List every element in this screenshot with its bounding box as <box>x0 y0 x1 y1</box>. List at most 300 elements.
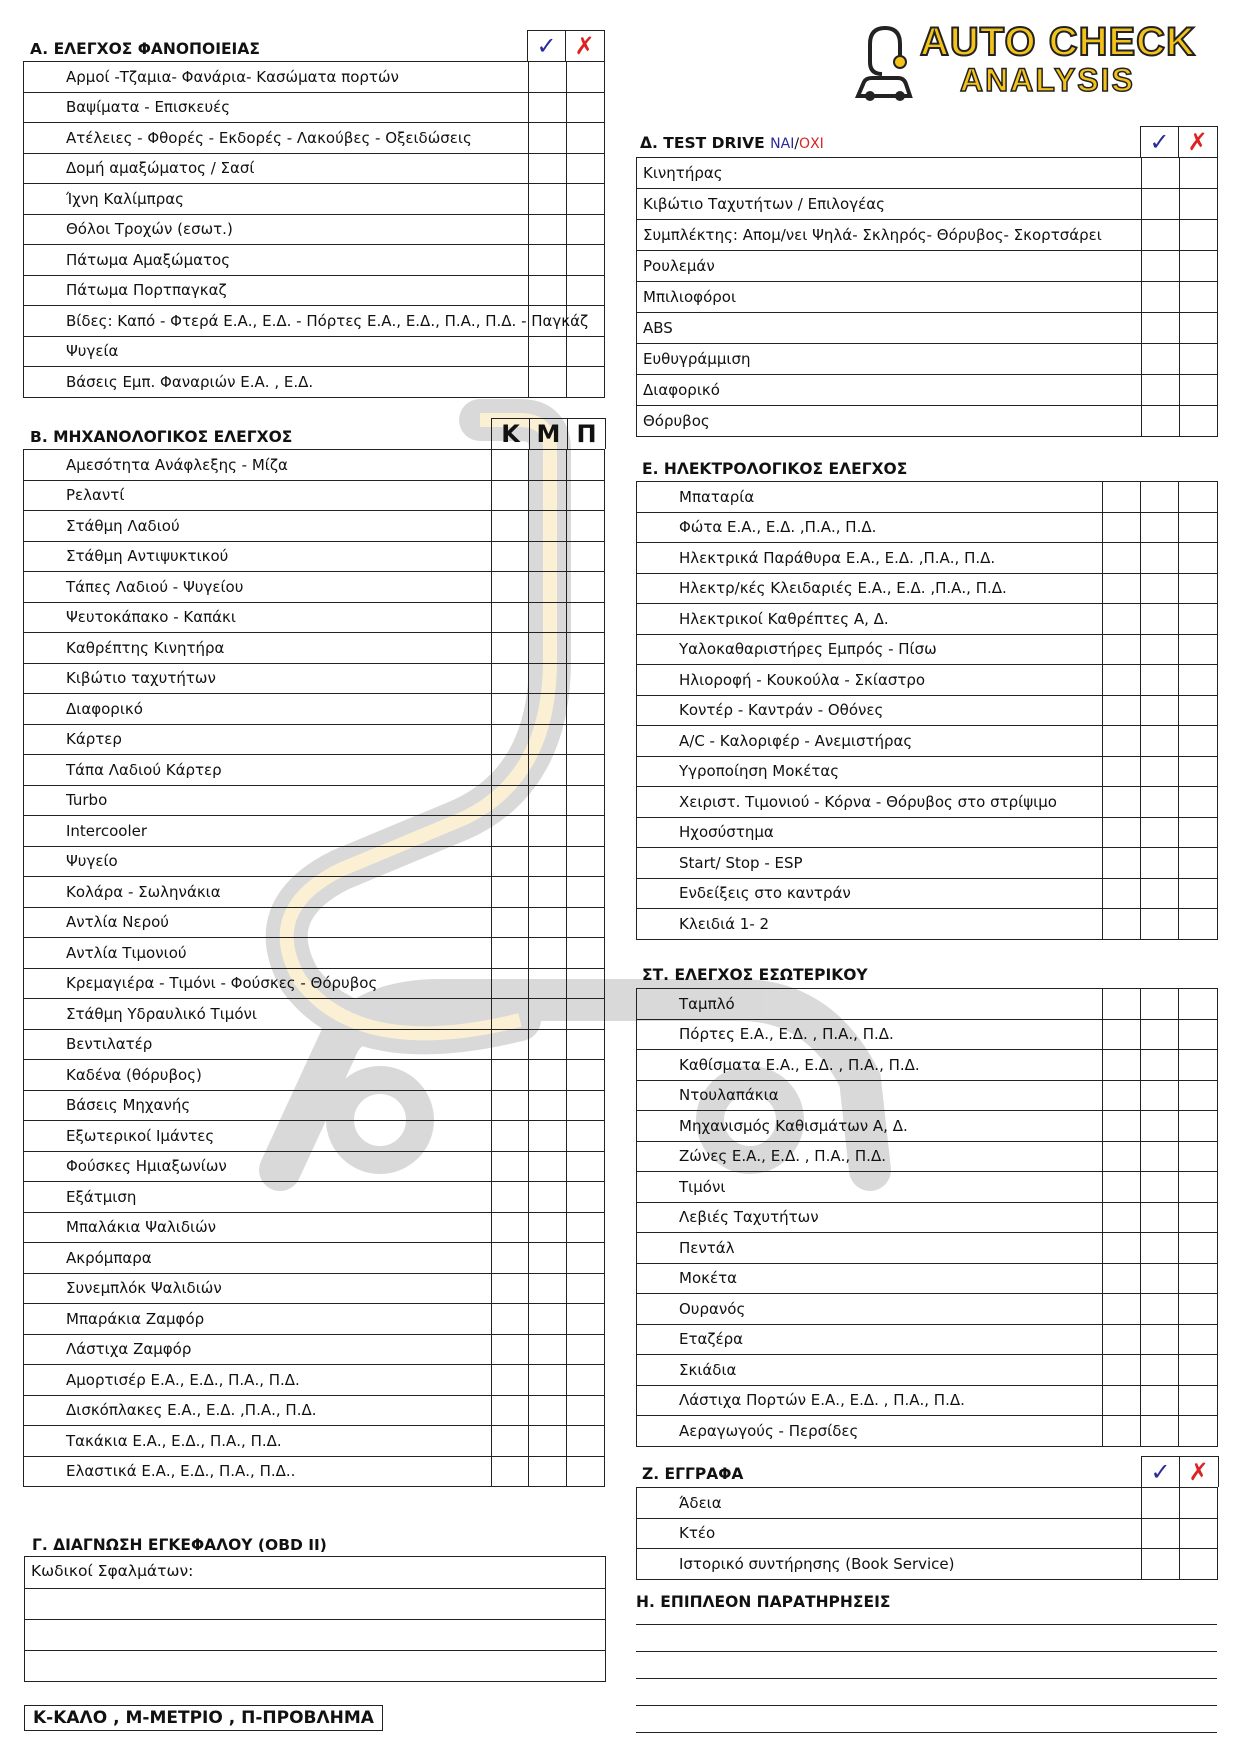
check-box[interactable] <box>529 755 567 786</box>
check-box[interactable] <box>1179 1172 1218 1203</box>
slash-label: / <box>794 136 800 152</box>
checklist-item-label: Ηχοσύστημα <box>637 817 1103 848</box>
check-box[interactable] <box>1180 251 1218 282</box>
check-box[interactable] <box>492 785 529 816</box>
checklist-item-label: Ακρόμπαρα <box>24 1243 492 1274</box>
checklist-row <box>24 1395 605 1426</box>
check-box[interactable] <box>1141 1141 1179 1172</box>
check-box[interactable] <box>567 480 605 511</box>
check-box[interactable] <box>1179 1050 1218 1081</box>
check-box[interactable] <box>1103 634 1141 665</box>
checklist-item-label: Βίδες: Καπό - Φτερά Ε.Α., Ε.Δ. - Πόρτες Ε.Α., Ε.Δ., Π.Α., Π.Δ. - Παγκάζ <box>24 306 529 337</box>
check-box[interactable] <box>492 1365 529 1396</box>
check-box[interactable] <box>529 1395 567 1426</box>
check-box[interactable] <box>1141 756 1179 787</box>
check-box[interactable] <box>529 62 567 93</box>
checklist-row <box>637 1233 1218 1264</box>
check-box[interactable] <box>492 694 529 725</box>
check-box[interactable] <box>529 724 567 755</box>
check-box[interactable] <box>529 1334 567 1365</box>
check-box[interactable] <box>492 907 529 938</box>
check-box[interactable] <box>1141 604 1179 635</box>
check-box[interactable] <box>492 1304 529 1335</box>
check-box[interactable] <box>1179 1324 1218 1355</box>
check-box[interactable] <box>529 480 567 511</box>
check-box[interactable] <box>529 938 567 969</box>
check-box[interactable] <box>529 450 567 481</box>
check-box[interactable] <box>567 184 605 215</box>
check-box[interactable] <box>1142 220 1180 251</box>
check-box[interactable] <box>1103 787 1141 818</box>
checklist-item-label: Βαψίματα - Επισκευές <box>24 92 529 123</box>
check-box[interactable] <box>1103 482 1141 513</box>
check-box[interactable] <box>1179 1416 1218 1447</box>
check-box[interactable] <box>492 755 529 786</box>
check-box[interactable] <box>1141 1355 1179 1386</box>
check-box[interactable] <box>1142 344 1180 375</box>
check-box[interactable] <box>1179 1263 1218 1294</box>
check-box[interactable] <box>1141 1263 1179 1294</box>
check-box[interactable] <box>1179 848 1218 879</box>
check-box[interactable] <box>1103 695 1141 726</box>
check-box[interactable] <box>567 907 605 938</box>
check-box[interactable] <box>1141 512 1179 543</box>
check-box[interactable] <box>1103 817 1141 848</box>
check-box[interactable] <box>1180 1518 1218 1549</box>
check-box[interactable] <box>492 1060 529 1091</box>
check-box[interactable] <box>529 92 567 123</box>
check-box[interactable] <box>529 1243 567 1274</box>
check-box[interactable] <box>1142 406 1180 437</box>
checklist-item-label: Αντλία Νερού <box>24 907 492 938</box>
checklist-item-label: Σκιάδια <box>637 1355 1103 1386</box>
obd-line-1[interactable] <box>25 1588 605 1589</box>
check-box[interactable] <box>1180 375 1218 406</box>
check-box[interactable] <box>492 724 529 755</box>
check-box[interactable] <box>529 816 567 847</box>
check-box[interactable] <box>1180 189 1218 220</box>
check-box[interactable] <box>1103 665 1141 696</box>
check-box[interactable] <box>529 1090 567 1121</box>
check-box[interactable] <box>567 511 605 542</box>
checklist-row <box>24 816 605 847</box>
check-box[interactable] <box>529 907 567 938</box>
check-box[interactable] <box>567 694 605 725</box>
check-box[interactable] <box>1180 158 1218 189</box>
check-box[interactable] <box>1103 1416 1141 1447</box>
check-box[interactable] <box>492 1182 529 1213</box>
check-box[interactable] <box>492 1243 529 1274</box>
check-box[interactable] <box>492 1090 529 1121</box>
checklist-item-label: Συνεμπλόκ Ψαλιδιών <box>24 1273 492 1304</box>
check-box[interactable] <box>1179 695 1218 726</box>
check-box[interactable] <box>492 999 529 1030</box>
check-box[interactable] <box>1179 1233 1218 1264</box>
checklist-row <box>637 344 1218 375</box>
check-box[interactable] <box>1141 1019 1179 1050</box>
check-box[interactable] <box>1103 512 1141 543</box>
check-box[interactable] <box>1103 1080 1141 1111</box>
check-box[interactable] <box>567 1456 605 1487</box>
check-box[interactable] <box>1103 543 1141 574</box>
check-box[interactable] <box>529 785 567 816</box>
check-box[interactable] <box>529 694 567 725</box>
check-box[interactable] <box>529 1060 567 1091</box>
check-box[interactable] <box>1103 1019 1141 1050</box>
checklist-row <box>24 663 605 694</box>
check-box[interactable] <box>567 336 605 367</box>
notes-line-4[interactable] <box>636 1705 1217 1706</box>
checklist-item-label: Διαφορικό <box>637 375 1142 406</box>
check-box[interactable] <box>529 153 567 184</box>
checklist-row <box>24 938 605 969</box>
check-box[interactable] <box>1141 878 1179 909</box>
checklist-row <box>24 306 605 337</box>
checklist-item-label: Ρουλεμάν <box>637 251 1142 282</box>
check-box[interactable] <box>567 1090 605 1121</box>
check-box[interactable] <box>1141 482 1179 513</box>
checklist-item-label: Ιστορικό συντήρησης (Book Service) <box>637 1549 1142 1580</box>
checklist-row <box>637 1172 1218 1203</box>
check-box[interactable] <box>529 336 567 367</box>
checklist-item-label: Αρμοί -Τζαμια- Φανάρια- Κασώματα πορτών <box>24 62 529 93</box>
obd-line-3[interactable] <box>25 1650 605 1651</box>
check-box[interactable] <box>529 541 567 572</box>
check-box[interactable] <box>567 1304 605 1335</box>
check-box[interactable] <box>1180 220 1218 251</box>
check-box[interactable] <box>1179 543 1218 574</box>
check-box[interactable] <box>492 572 529 603</box>
check-box[interactable] <box>1103 1385 1141 1416</box>
check-box[interactable] <box>567 1212 605 1243</box>
check-box[interactable] <box>1141 1111 1179 1142</box>
check-box[interactable] <box>492 1029 529 1060</box>
check-box[interactable] <box>1103 1294 1141 1325</box>
check-box[interactable] <box>1141 1416 1179 1447</box>
check-box[interactable] <box>1179 1141 1218 1172</box>
check-box[interactable] <box>1141 1050 1179 1081</box>
check-box[interactable] <box>1179 1111 1218 1142</box>
check-box[interactable] <box>492 938 529 969</box>
check-box[interactable] <box>1141 543 1179 574</box>
check-box[interactable] <box>1103 1141 1141 1172</box>
check-box[interactable] <box>1103 726 1141 757</box>
check-box[interactable] <box>492 1212 529 1243</box>
check-box[interactable] <box>1103 573 1141 604</box>
check-box[interactable] <box>1179 1019 1218 1050</box>
check-box[interactable] <box>1103 1263 1141 1294</box>
check-box[interactable] <box>1142 282 1180 313</box>
check-box[interactable] <box>492 877 529 908</box>
check-box[interactable] <box>567 153 605 184</box>
check-box[interactable] <box>1103 909 1141 940</box>
check-box[interactable] <box>529 123 567 154</box>
check-box[interactable] <box>1103 1050 1141 1081</box>
check-box[interactable] <box>1141 1202 1179 1233</box>
check-box[interactable] <box>567 785 605 816</box>
check-box[interactable] <box>1179 817 1218 848</box>
checklist-row <box>24 755 605 786</box>
check-box[interactable] <box>1141 695 1179 726</box>
check-box[interactable] <box>1179 1202 1218 1233</box>
check-box[interactable] <box>1141 726 1179 757</box>
check-box[interactable] <box>567 755 605 786</box>
check-box[interactable] <box>529 245 567 276</box>
check-box[interactable] <box>1103 878 1141 909</box>
checklist-item-label: Κλειδιά 1- 2 <box>637 909 1103 940</box>
section-a-title: A. ΕΛΕΓΧΟΣ ΦΑΝΟΠΟΙΕΙΑΣ <box>30 40 260 58</box>
check-box[interactable] <box>529 1212 567 1243</box>
check-box[interactable] <box>567 633 605 664</box>
check-box[interactable] <box>1141 1385 1179 1416</box>
checklist-row <box>637 726 1218 757</box>
check-box[interactable] <box>1179 512 1218 543</box>
checklist-item-label: Ίχνη Καλίμπρας <box>24 184 529 215</box>
checklist-row <box>24 153 605 184</box>
check-box[interactable] <box>492 1334 529 1365</box>
checklist-item-label: Βάσεις Μηχανής <box>24 1090 492 1121</box>
check-box[interactable] <box>529 1029 567 1060</box>
check-box[interactable] <box>529 511 567 542</box>
check-box[interactable] <box>1179 634 1218 665</box>
check-box[interactable] <box>567 1395 605 1426</box>
check-box[interactable] <box>1103 1233 1141 1264</box>
check-box[interactable] <box>1103 1355 1141 1386</box>
check-box[interactable] <box>492 1273 529 1304</box>
check-box[interactable] <box>492 541 529 572</box>
checklist-row <box>24 1456 605 1487</box>
check-box[interactable] <box>1103 604 1141 635</box>
check-box[interactable] <box>1142 1549 1180 1580</box>
check-box[interactable] <box>492 480 529 511</box>
check-box[interactable] <box>567 1151 605 1182</box>
checklist-row <box>24 336 605 367</box>
check-box[interactable] <box>1179 787 1218 818</box>
checklist-item-label: Δισκόπλακες Ε.Α., Ε.Δ. ,Π.Α., Π.Δ. <box>24 1395 492 1426</box>
check-box[interactable] <box>529 663 567 694</box>
check-box[interactable] <box>567 1334 605 1365</box>
check-box[interactable] <box>529 846 567 877</box>
check-box[interactable] <box>567 92 605 123</box>
check-box[interactable] <box>567 1029 605 1060</box>
check-box[interactable] <box>1180 1549 1218 1580</box>
check-box[interactable] <box>1179 1294 1218 1325</box>
section-b-table <box>23 449 605 1487</box>
check-box[interactable] <box>567 816 605 847</box>
check-box[interactable] <box>567 275 605 306</box>
section-h-title: Η. ΕΠΙΠΛΕΟΝ ΠΑΡΑΤΗΡΗΣΕΙΣ <box>636 1593 891 1611</box>
check-box[interactable] <box>492 1151 529 1182</box>
checklist-row <box>24 245 605 276</box>
check-mark-icon: ✓ <box>1149 128 1170 156</box>
checklist-item-label: Μοκέτα <box>637 1263 1103 1294</box>
check-box[interactable] <box>1180 282 1218 313</box>
check-box[interactable] <box>529 968 567 999</box>
notes-line-2[interactable] <box>636 1651 1217 1652</box>
check-box[interactable] <box>1141 1294 1179 1325</box>
check-box[interactable] <box>1141 573 1179 604</box>
check-box[interactable] <box>1142 1488 1180 1519</box>
notes-line-5[interactable] <box>636 1732 1217 1733</box>
check-box[interactable] <box>492 846 529 877</box>
check-box[interactable] <box>529 1151 567 1182</box>
col-m-header: Μ <box>529 419 567 449</box>
check-box[interactable] <box>1103 1172 1141 1203</box>
check-box[interactable] <box>567 999 605 1030</box>
checklist-item-label: Ηλεκτρικά Παράθυρα Ε.Α., Ε.Δ. ,Π.Α., Π.Δ. <box>637 543 1103 574</box>
check-box[interactable] <box>529 367 567 398</box>
check-box[interactable] <box>492 816 529 847</box>
check-box[interactable] <box>1142 375 1180 406</box>
check-box[interactable] <box>1142 313 1180 344</box>
check-box[interactable] <box>1179 1080 1218 1111</box>
check-box[interactable] <box>529 633 567 664</box>
check-box[interactable] <box>567 541 605 572</box>
check-box[interactable] <box>1103 1202 1141 1233</box>
check-box[interactable] <box>567 877 605 908</box>
check-box[interactable] <box>492 450 529 481</box>
check-box[interactable] <box>567 968 605 999</box>
checklist-row <box>637 989 1218 1020</box>
check-box[interactable] <box>1179 909 1218 940</box>
legend-m: Μ-ΜΕΤΡΙΟ <box>125 1708 223 1728</box>
check-box[interactable] <box>1179 1385 1218 1416</box>
checklist-item-label: Ενδείξεις στο καντράν <box>637 878 1103 909</box>
check-box[interactable] <box>1141 848 1179 879</box>
check-box[interactable] <box>1179 878 1218 909</box>
check-box[interactable] <box>1141 817 1179 848</box>
checklist-row <box>24 572 605 603</box>
check-box[interactable] <box>529 1304 567 1335</box>
check-box[interactable] <box>1180 1488 1218 1519</box>
check-box[interactable] <box>1103 989 1141 1020</box>
checklist-item-label: Κιβώτιο Ταχυτήτων / Επιλογέας <box>637 189 1142 220</box>
checklist-row <box>24 846 605 877</box>
check-box[interactable] <box>1103 1111 1141 1142</box>
check-box[interactable] <box>1180 344 1218 375</box>
check-box[interactable] <box>492 602 529 633</box>
check-box[interactable] <box>1141 665 1179 696</box>
check-box[interactable] <box>567 1121 605 1152</box>
check-box[interactable] <box>1141 1172 1179 1203</box>
checklist-item-label: Ηλεκτρ/κές Κλειδαριές Ε.Α., Ε.Δ. ,Π.Α., Π.Δ. <box>637 573 1103 604</box>
check-box[interactable] <box>1179 482 1218 513</box>
check-box[interactable] <box>567 663 605 694</box>
check-box[interactable] <box>1180 313 1218 344</box>
check-box[interactable] <box>529 1456 567 1487</box>
check-box[interactable] <box>1141 1233 1179 1264</box>
check-box[interactable] <box>1179 989 1218 1020</box>
check-box[interactable] <box>529 275 567 306</box>
check-box[interactable] <box>492 1456 529 1487</box>
check-box[interactable] <box>1141 989 1179 1020</box>
check-box[interactable] <box>492 968 529 999</box>
checklist-row <box>637 251 1218 282</box>
check-box[interactable] <box>492 663 529 694</box>
check-box[interactable] <box>567 450 605 481</box>
check-box[interactable] <box>567 1243 605 1274</box>
check-box[interactable] <box>1103 1324 1141 1355</box>
check-box[interactable] <box>492 1426 529 1457</box>
check-box[interactable] <box>1103 848 1141 879</box>
check-box[interactable] <box>567 1426 605 1457</box>
check-box[interactable] <box>1179 665 1218 696</box>
check-box[interactable] <box>567 846 605 877</box>
check-box[interactable] <box>567 367 605 398</box>
check-box[interactable] <box>1142 251 1180 282</box>
check-box[interactable] <box>529 1426 567 1457</box>
checklist-row <box>637 634 1218 665</box>
check-box[interactable] <box>567 1060 605 1091</box>
check-box[interactable] <box>529 877 567 908</box>
check-box[interactable] <box>1179 756 1218 787</box>
check-box[interactable] <box>529 1365 567 1396</box>
check-box[interactable] <box>492 1395 529 1426</box>
checklist-item-label: Πάτωμα Πορτπαγκαζ <box>24 275 529 306</box>
checklist-row <box>637 665 1218 696</box>
check-box[interactable] <box>1141 634 1179 665</box>
check-box[interactable] <box>1141 787 1179 818</box>
check-box[interactable] <box>529 1182 567 1213</box>
check-box[interactable] <box>529 602 567 633</box>
checklist-row <box>637 1294 1218 1325</box>
check-box[interactable] <box>1179 573 1218 604</box>
check-box[interactable] <box>567 724 605 755</box>
col-p-header: Π <box>567 419 605 449</box>
check-box[interactable] <box>529 1121 567 1152</box>
checklist-row <box>24 1212 605 1243</box>
checklist-item-label: Ψυγείο <box>24 846 492 877</box>
check-box[interactable] <box>529 184 567 215</box>
check-box[interactable] <box>1142 1518 1180 1549</box>
check-box[interactable] <box>529 572 567 603</box>
notes-line-3[interactable] <box>636 1678 1217 1679</box>
check-box[interactable] <box>492 1121 529 1152</box>
check-box[interactable] <box>1179 604 1218 635</box>
check-box[interactable] <box>1142 189 1180 220</box>
check-box[interactable] <box>567 1182 605 1213</box>
check-box[interactable] <box>567 245 605 276</box>
check-box[interactable] <box>567 214 605 245</box>
check-box[interactable] <box>567 938 605 969</box>
check-box[interactable] <box>567 1365 605 1396</box>
check-box[interactable] <box>492 633 529 664</box>
check-box[interactable] <box>567 572 605 603</box>
check-box[interactable] <box>567 1273 605 1304</box>
check-box[interactable] <box>567 62 605 93</box>
check-box[interactable] <box>529 1273 567 1304</box>
section-d-title <box>640 134 824 152</box>
checklist-row <box>637 282 1218 313</box>
check-box[interactable] <box>492 511 529 542</box>
check-box[interactable] <box>567 123 605 154</box>
check-box[interactable] <box>1141 1080 1179 1111</box>
check-box[interactable] <box>1179 1355 1218 1386</box>
obd-line-2[interactable] <box>25 1619 605 1620</box>
notes-line-1[interactable] <box>636 1624 1217 1625</box>
checklist-row <box>24 1304 605 1335</box>
check-box[interactable] <box>1142 158 1180 189</box>
check-box[interactable] <box>529 214 567 245</box>
checklist-row <box>637 787 1218 818</box>
check-box[interactable] <box>1141 909 1179 940</box>
check-box[interactable] <box>1179 726 1218 757</box>
check-box[interactable] <box>567 602 605 633</box>
check-box[interactable] <box>529 999 567 1030</box>
check-box[interactable] <box>1103 756 1141 787</box>
check-box[interactable] <box>1141 1324 1179 1355</box>
check-box[interactable] <box>1180 406 1218 437</box>
